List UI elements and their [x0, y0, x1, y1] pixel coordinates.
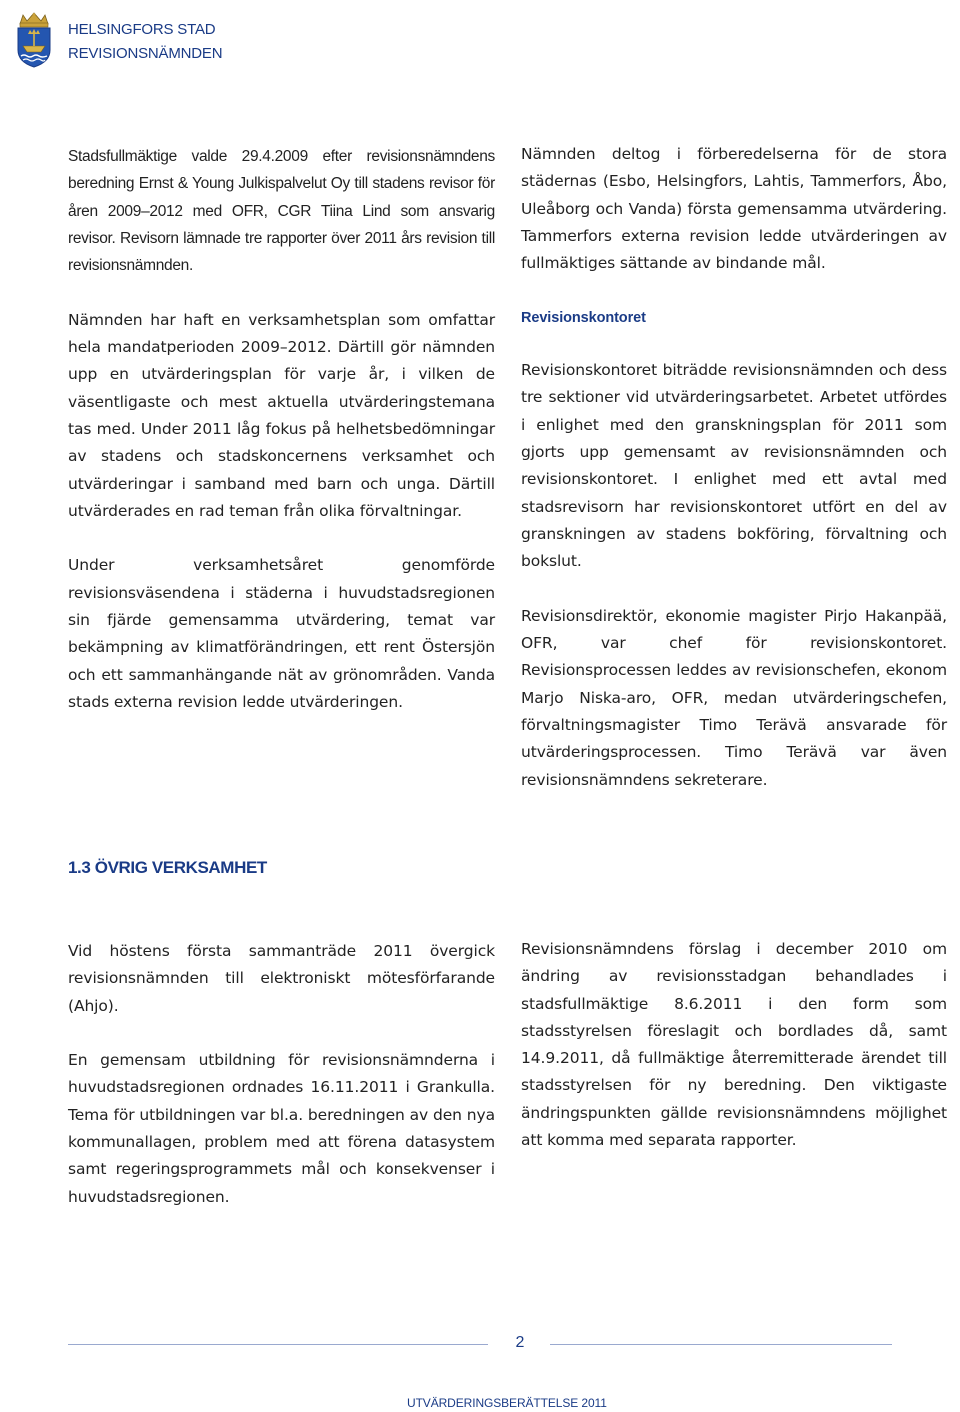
footer-report-title: UTVÄRDERINGSBERÄTTELSE 2011 [407, 1396, 607, 1410]
organization-name: HELSINGFORS STAD [68, 21, 216, 38]
footer-divider-right [550, 1344, 892, 1345]
paragraph-audit-office-work: Revisionskontoret biträdde revisionsnämnden och dess tre sektioner vid utvärderingsarbetet. Arbetet utfördes i enlighet med den granskningsplan för 2011 som gjorts upp gemensamt av revisionsnämnden och revisionskontoret. I enlighet med ett avtal med stadsrevisorn har revisionskontoret utfört en del av granskningen av stadens bokföring, förvaltning och bokslut. [521, 361, 947, 571]
paragraph-auditor-selection: Stadsfullmäktige valde 29.4.2009 efter revisionsnämndens beredning Ernst & Young Julkispalvelut Oy till stadens revisor för åren 2009–2012 med OFR, CGR Tiina Lind som ansvarig revisor. Revisorn lämnade tre rapporter över 2011 års revision till revisionsnämnden. [68, 148, 495, 275]
right-column-top [521, 141, 947, 794]
left-column-bottom [68, 938, 495, 1211]
left-column-top [68, 143, 495, 716]
paragraph-large-cities-evaluation: Nämnden deltog i förberedelserna för de stora städernas (Esbo, Helsingfors, Lahtis, Tammerfors, Åbo, Uleåborg och Vanda) första gemensamma utvärdering. Tammerfors externa revision ledde utvärderingen av fullmäktiges sättande av bindande mål. [521, 145, 947, 273]
paragraph-audit-office-staff: Revisionsdirektör, ekonomie magister Pirjo Hakanpää, OFR, var chef för revisionskontoret. Revisionsprocessen leddes av revisionschefen, ekonom Marjo Niska-aro, OFR, medan utvärderingschefen, förvaltningsmagister Timo Terävä ansvarade för utvärderingsprocessen. Timo Terävä var även revisionsnämndens sekreterare. [521, 606, 947, 789]
section-title: 1.3 ÖVRIG VERKSAMHET [68, 858, 267, 877]
page-header [14, 12, 222, 68]
paragraph-joint-evaluation: Under verksamhetsåret genomförde revisionsväsendena i städerna i huvudstadsregionen sin fjärde gemensamma utvärdering, temat var bekämpning av klimatförändringen, ett rent Östersjön och ett sammanhängande nät av grönområden. Vanda stads externa revision ledde utvärderingen. [68, 556, 495, 711]
paragraph-electronic-meetings: Vid höstens första sammanträde 2011 övergick revisionsnämnden till elektroniskt mötesförfarande (Ahjo). [68, 942, 495, 1015]
paragraph-audit-rules-proposal: Revisionsnämndens förslag i december 2010 om ändring av revisionsstadgan behandlades i stadsfullmäktige 8.6.2011 i den form som stadsstyrelsen föreslagit och bordlades då, samt 14.9.2011, då fullmäktige återremitterade ärendet till stadsstyrelsen för ny beredning. Den viktigaste ändringspunkten gällde revisionsnämndens möjlighet att komma med separata rapporter. [521, 940, 947, 1150]
page-number: 2 [515, 1334, 525, 1351]
paragraph-operating-plan: Nämnden har haft en verksamhetsplan som omfattar hela mandatperioden 2009–2012. Därtill gör nämnden upp en utvärderingsplan för varje år, i vilken de väsentligaste och mest aktuella utvärderingstemana tas med. Under 2011 låg fokus på helhetsbedömningar av stadens och stadskoncernens verksamhet och utvärderingar i samband med barn och unga. Därtill utvärderades en rad teman från olika förvaltningar. [68, 310, 495, 520]
right-column-bottom [521, 936, 947, 1154]
subheading-audit-office: Revisionskontoret [521, 309, 646, 326]
footer-divider-left [68, 1344, 488, 1345]
helsinki-coat-of-arms-icon [14, 12, 54, 68]
department-name: REVISIONSNÄMNDEN [68, 45, 223, 62]
paragraph-joint-training: En gemensam utbildning för revisionsnämnderna i huvudstadsregionen ordnades 16.11.2011 i Grankulla. Tema för utbildningen var bl.a. beredningen av den nya kommunallagen, problem med att förena datasystem samt regeringsprogrammets mål och konsekvenser i huvudstadsregionen. [68, 1051, 495, 1206]
